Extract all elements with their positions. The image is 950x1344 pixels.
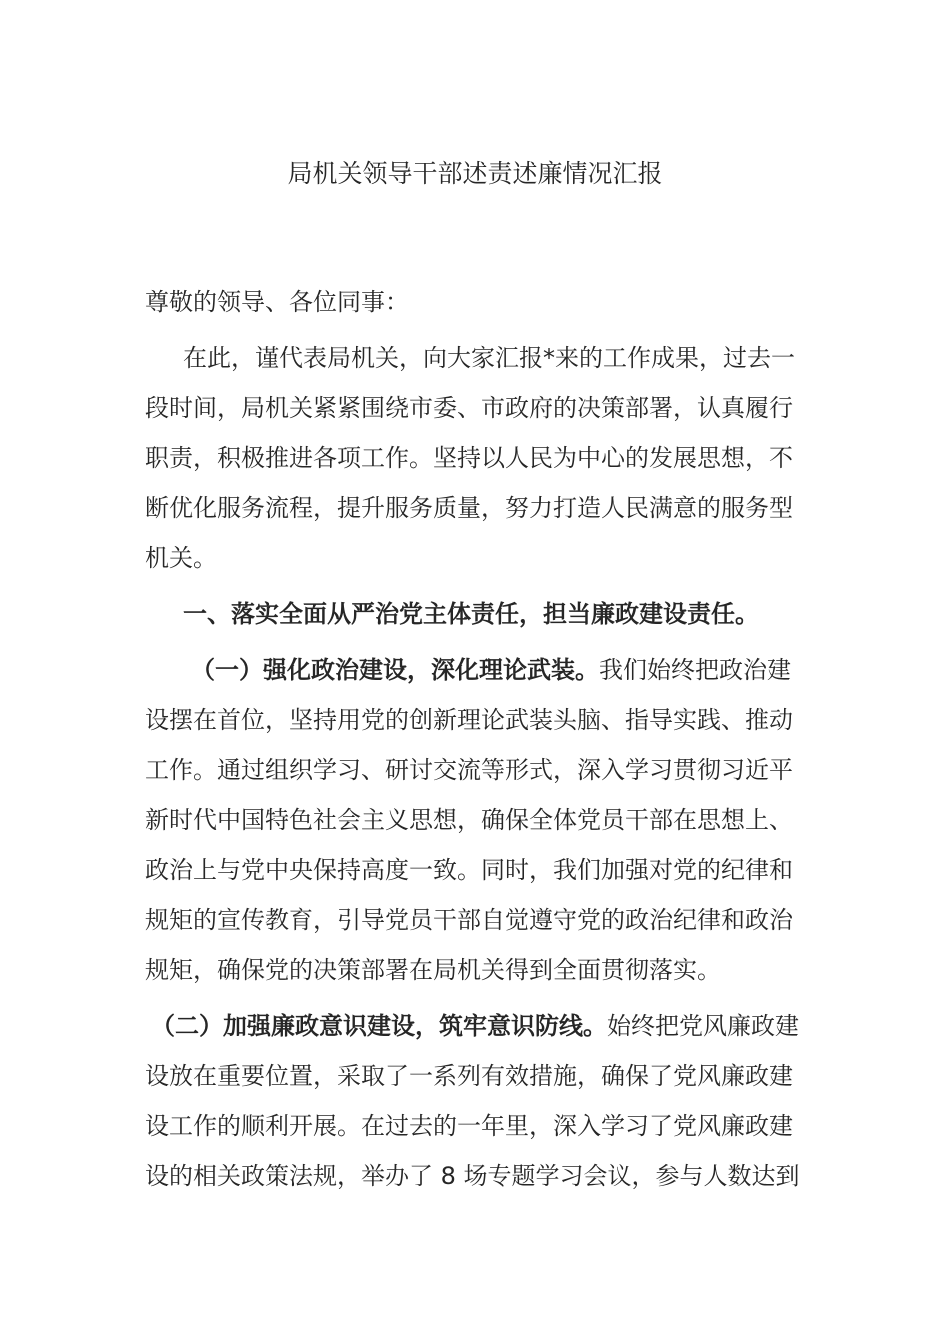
section-2-paragraph <box>145 1001 805 1201</box>
document-body <box>145 277 805 1201</box>
section-2-body: 始终把党风廉政建设放在重要位置，采取了一系列有效措施，确保了党风廉政建设工作的顺利开展。在过去的一年里，深入学习了党风廉政建设的相关政策法规，举办了 8 场专题学习会议，参与人数达到 <box>145 1012 800 1190</box>
section-heading-1: 一、落实全面从严治党主体责任，担当廉政建设责任。 <box>183 600 759 628</box>
section-1-paragraph <box>145 645 805 995</box>
salutation: 尊敬的领导、各位同事： <box>145 288 409 316</box>
section-1-body: 我们始终把政治建设摆在首位，坚持用党的创新理论武装头脑、指导实践、推动工作。通过组织学习、研讨交流等形式，深入学习贯彻习近平新时代中国特色社会主义思想，确保全体党员干部在思想上、政治上与党中央保持高度一致。同时，我们加强对党的纪律和规矩的宣传教育，引导党员干部自觉遵守党的政治纪律和政治规矩，确保党的决策部署在局机关得到全面贯彻落实。 <box>145 656 793 984</box>
document-title: 局机关领导干部述责述廉情况汇报 <box>287 159 663 188</box>
intro-paragraph: 在此，谨代表局机关，向大家汇报*来的工作成果，过去一段时间，局机关紧紧围绕市委、市政府的决策部署，认真履行职责，积极推进各项工作。坚持以人民为中心的发展思想，不断优化服务流程，提升服务质量，努力打造人民满意的服务型机关。 <box>145 344 795 572</box>
section-2-lead: （二）加强廉政意识建设，筑牢意识防线。 <box>151 1012 607 1040</box>
section-1-lead: （一）强化政治建设，深化理论武装。 <box>191 656 599 684</box>
